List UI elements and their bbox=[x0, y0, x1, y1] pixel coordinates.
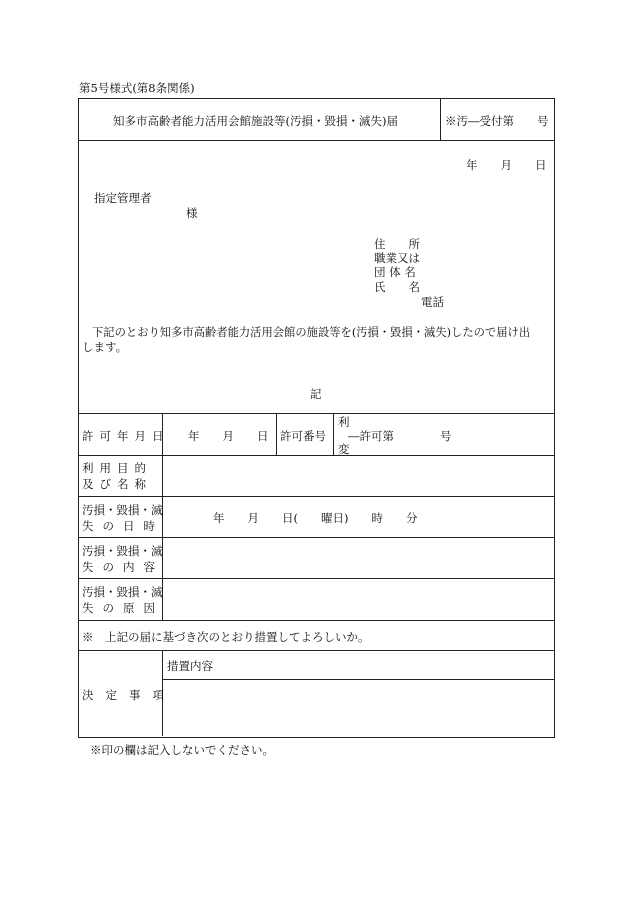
permit-number-prefix-top: 利 bbox=[338, 415, 350, 429]
honorific: 様 bbox=[186, 206, 198, 220]
incident-datetime-label-line2: 失の日時 bbox=[82, 519, 164, 533]
permit-number-value: ―許可第 号 bbox=[348, 429, 452, 443]
applicant-address-label: 住 所 bbox=[374, 237, 420, 251]
decision-label: 決定事項 bbox=[82, 688, 176, 702]
applicant-phone-label: 電話 bbox=[421, 295, 444, 309]
form-title: 知多市高齢者能力活用会館施設等(汚損・毀損・滅失)届 bbox=[113, 114, 398, 128]
divider bbox=[78, 578, 554, 579]
divider bbox=[78, 455, 554, 456]
incident-cause-label-line1: 汚損・毀損・滅 bbox=[82, 585, 163, 599]
permit-date-label: 許可年月日 bbox=[82, 429, 170, 443]
divider bbox=[78, 650, 554, 651]
ki-heading: 記 bbox=[310, 387, 322, 401]
submission-date: 年 月 日 bbox=[466, 158, 547, 172]
applicant-occupation-label: 職業又は bbox=[374, 251, 420, 265]
applicant-group-label: 団 体 名 bbox=[374, 265, 416, 279]
incident-cause-label-line2: 失の原因 bbox=[82, 601, 164, 615]
divider bbox=[78, 537, 554, 538]
office-note: ※ 上記の届に基づき次のとおり措置してよろしいか。 bbox=[82, 630, 370, 644]
form-number: 第5号様式(第8条関係) bbox=[79, 81, 195, 95]
divider bbox=[440, 98, 441, 140]
incident-datetime-label-line1: 汚損・毀損・滅 bbox=[82, 503, 163, 517]
divider bbox=[78, 413, 554, 414]
permit-date-value: 年 月 日 bbox=[188, 429, 269, 443]
applicant-name-label: 氏 名 bbox=[374, 280, 420, 294]
incident-content-label-line2: 失の内容 bbox=[82, 560, 164, 574]
addressee: 指定管理者 bbox=[94, 191, 152, 205]
body-text-line2: します。 bbox=[82, 340, 128, 354]
divider bbox=[162, 679, 554, 680]
permit-number-prefix-bottom: 変 bbox=[338, 442, 350, 456]
reception-number: ※汚―受付第 号 bbox=[445, 114, 549, 128]
body-text-line1: 下記のとおり知多市高齢者能力活用会館の施設等を(汚損・毀損・滅失)したので届け出 bbox=[92, 326, 531, 339]
purpose-label-line1: 利用目的 bbox=[82, 461, 152, 475]
incident-content-label-line1: 汚損・毀損・滅 bbox=[82, 544, 163, 558]
divider bbox=[276, 413, 277, 455]
divider bbox=[333, 413, 334, 455]
incident-datetime-value: 年 月 日( 曜日) 時 分 bbox=[213, 511, 418, 525]
footer-note: ※印の欄は記入しないでください。 bbox=[90, 743, 274, 757]
divider bbox=[78, 620, 554, 621]
purpose-label-line2: 及び名称 bbox=[82, 477, 152, 491]
divider bbox=[78, 496, 554, 497]
measures-label: 措置内容 bbox=[167, 659, 213, 673]
permit-number-label: 許可番号 bbox=[280, 429, 326, 443]
divider bbox=[78, 140, 554, 141]
